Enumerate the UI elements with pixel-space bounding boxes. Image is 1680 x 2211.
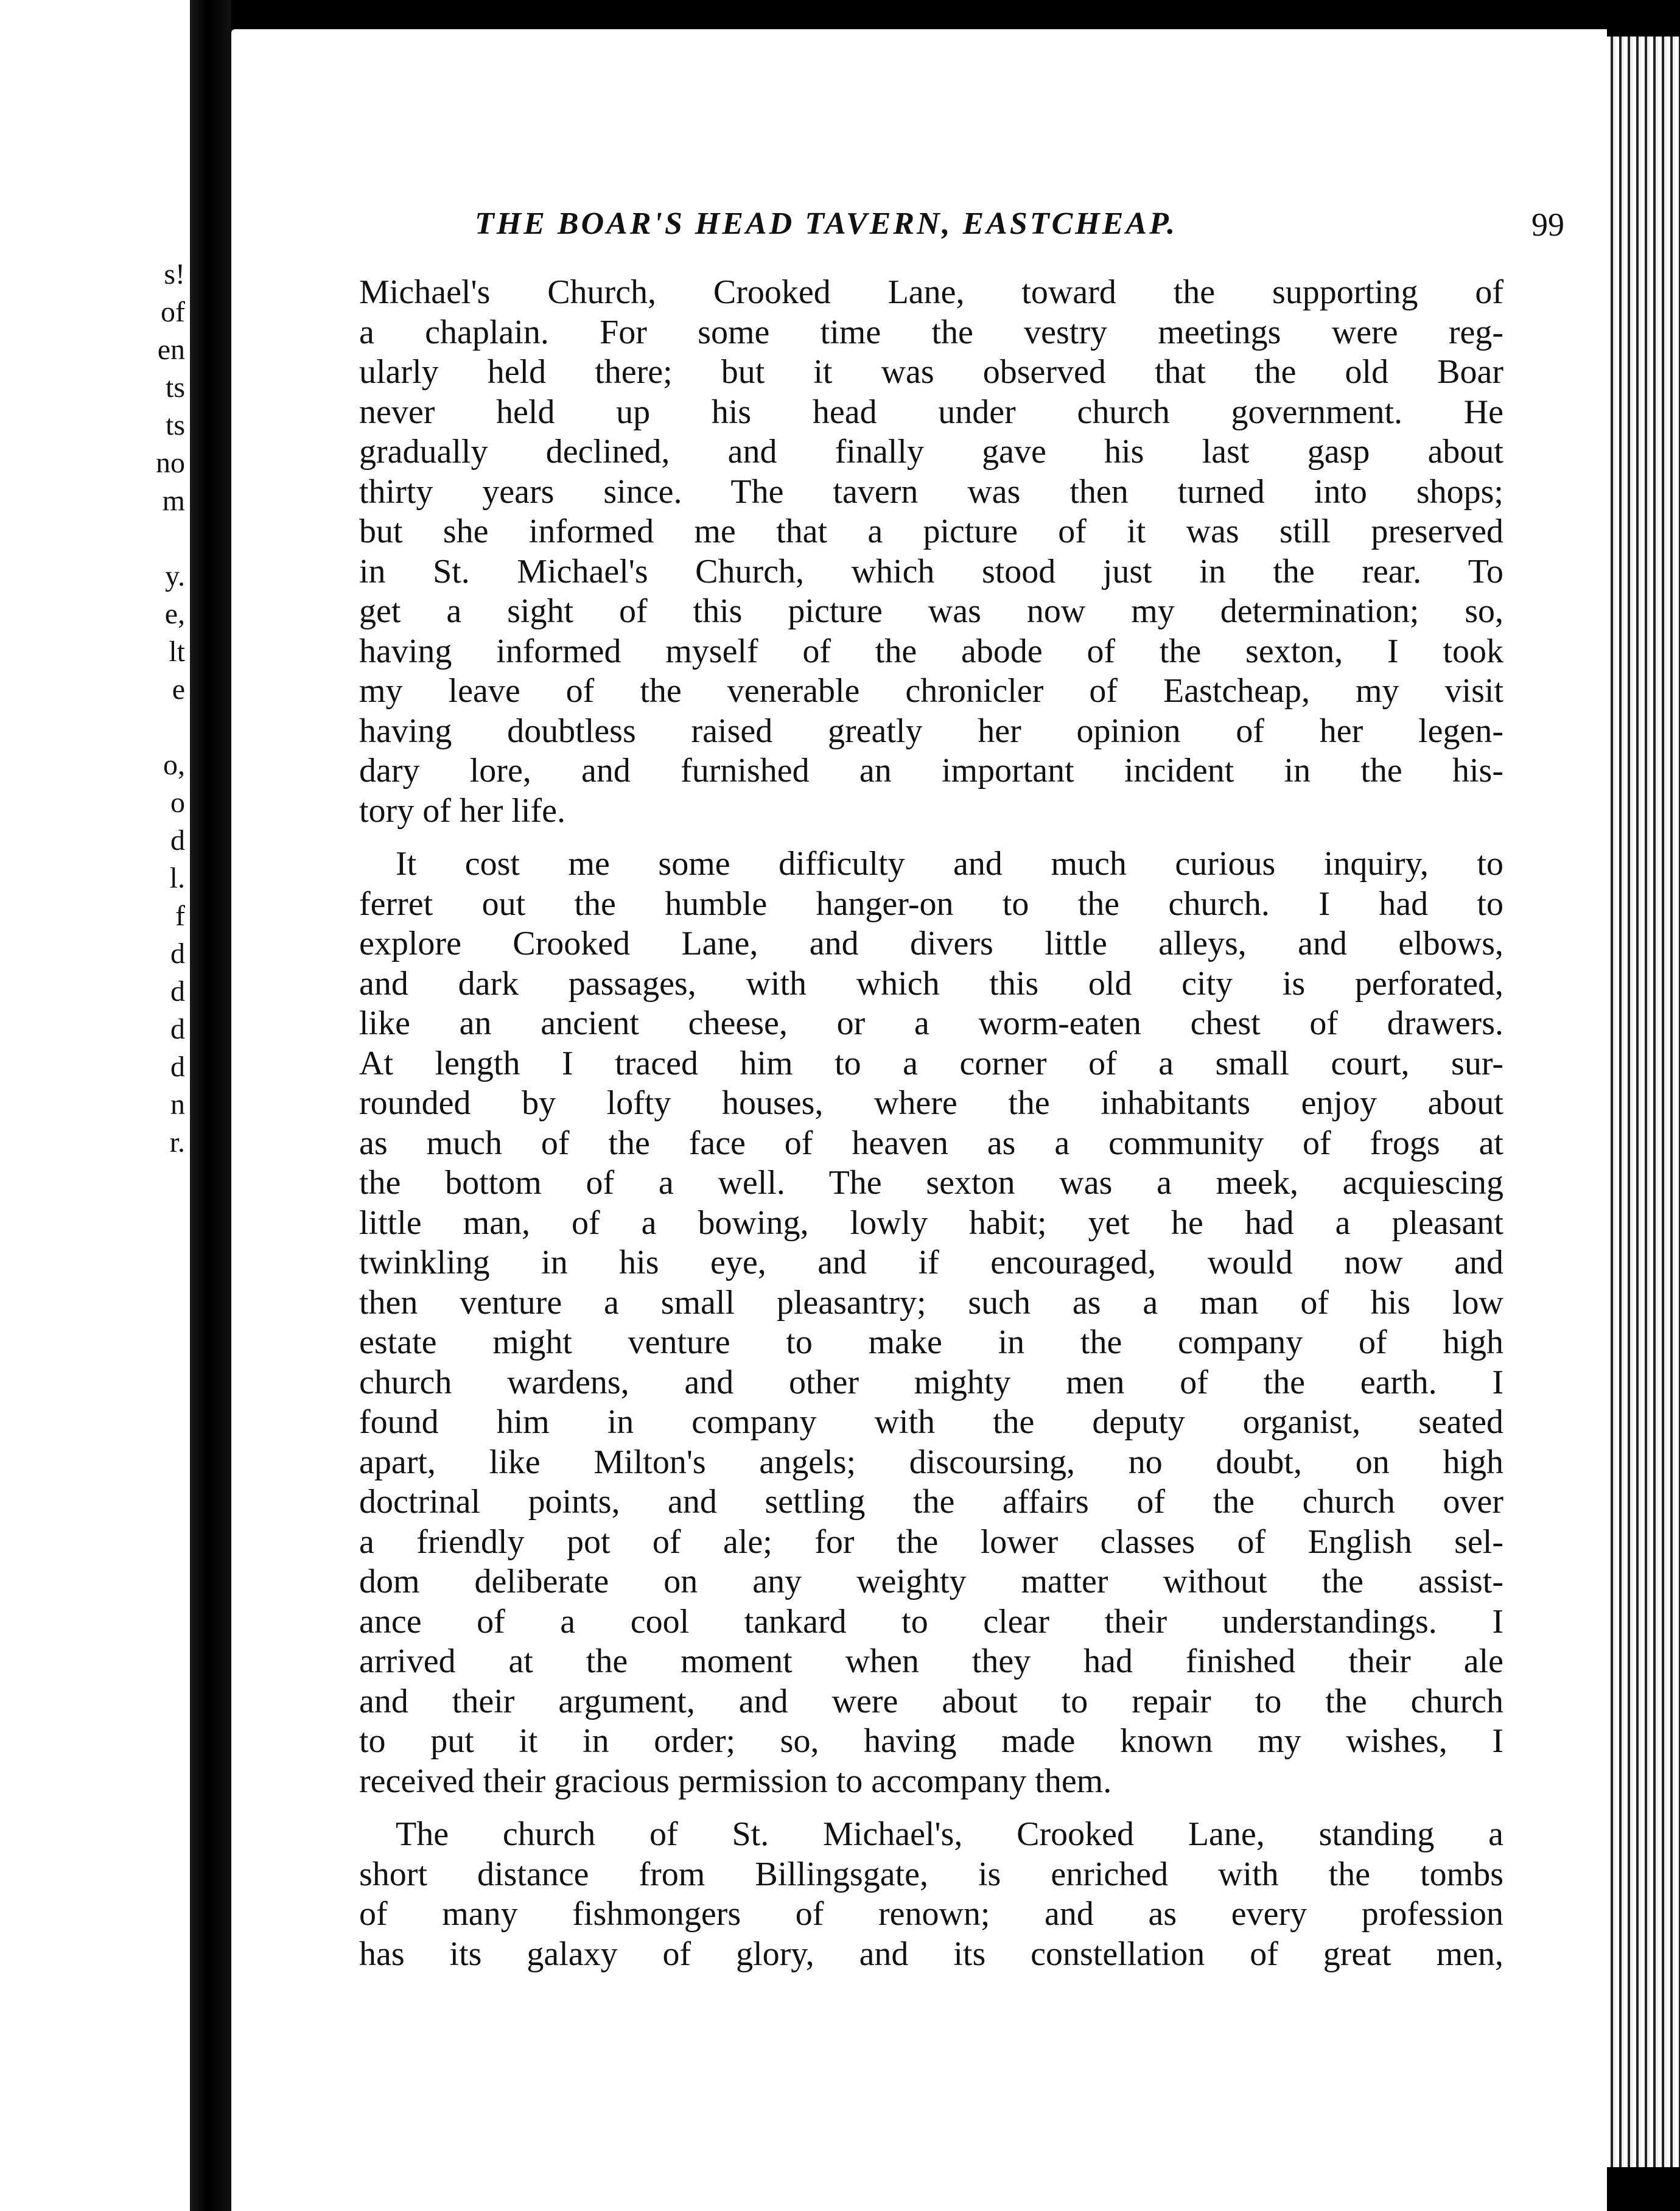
text-line: has its galaxy of glory, and its constellation of great men, <box>359 1935 1503 1973</box>
text-line: short distance from Billingsgate, is enriched with the tombs <box>359 1855 1503 1893</box>
text-line: rounded by lofty houses, where the inhabitants enjoy about <box>359 1084 1503 1122</box>
text-line: gradually declined, and finally gave his last gasp about <box>359 433 1503 471</box>
left-page-fragment: lt <box>169 636 185 668</box>
text-line: to put it in order; so, having made known my wishes, I <box>359 1722 1503 1760</box>
text-line: having doubtless raised greatly her opinion of her legen- <box>359 712 1503 750</box>
left-page-fragment: s! <box>164 258 185 290</box>
left-page-fragment: r. <box>169 1126 185 1158</box>
text-line: a chaplain. For some time the vestry meetings were reg- <box>359 313 1503 351</box>
text-line: never held up his head under church government. He <box>359 393 1503 431</box>
text-line: in St. Michael's Church, which stood just in the rear. To <box>359 552 1503 590</box>
text-line: The church of St. Michael's, Crooked Lane, standing a <box>396 1815 1503 1853</box>
left-page-fragment: d <box>170 1051 185 1083</box>
text-line: of many fishmongers of renown; and as every profession <box>359 1895 1503 1933</box>
running-head: THE BOAR'S HEAD TAVERN, EASTCHEAP. <box>475 206 1178 241</box>
text-line: a friendly pot of ale; for the lower classes of English sel- <box>359 1522 1503 1561</box>
left-facing-page <box>0 0 190 2211</box>
left-page-fragment: e <box>172 673 185 706</box>
text-line: explore Crooked Lane, and divers little alleys, and elbows, <box>359 925 1503 962</box>
left-page-fragment: of <box>161 296 185 328</box>
left-page-fragment: d <box>170 1013 185 1045</box>
paragraph <box>359 273 1503 831</box>
left-page-fragment: en <box>157 334 185 366</box>
page-edges <box>1607 37 1680 2167</box>
text-line: arrived at the moment when they had finished their ale <box>359 1642 1503 1680</box>
page-number: 99 <box>1531 206 1564 243</box>
text-line: like an ancient cheese, or a worm-eaten chest of drawers. <box>359 1004 1503 1042</box>
text-line: as much of the face of heaven as a community of frogs at <box>359 1124 1503 1162</box>
left-page-fragment: d <box>170 975 185 1007</box>
text-line: having informed myself of the abode of the sexton, I took <box>359 632 1503 670</box>
text-line: Michael's Church, Crooked Lane, toward the supporting of <box>359 273 1503 311</box>
text-line: estate might venture to make in the company of high <box>359 1323 1503 1361</box>
left-page-fragment <box>0 709 190 746</box>
text-line: dom deliberate on any weighty matter without the assist- <box>359 1563 1503 1600</box>
text-line: dary lore, and furnished an important incident in the his- <box>359 752 1503 790</box>
text-line: get a sight of this picture was now my determination; so, <box>359 592 1503 630</box>
text-line: the bottom of a well. The sexton was a meek, acquiescing <box>359 1164 1503 1202</box>
paragraph <box>359 844 1503 1801</box>
left-page-fragment: o, <box>163 749 185 781</box>
left-page-fragment: m <box>162 485 185 517</box>
left-page-fragment: ts <box>165 371 185 404</box>
text-line: ferret out the humble hanger-on to the church. I had to <box>359 885 1503 923</box>
left-page-fragment: n <box>170 1088 185 1121</box>
text-line: ularly held there; but it was observed that the old Boar <box>359 353 1503 391</box>
left-page-fragment: d <box>170 937 185 970</box>
left-page-fragment: f <box>175 900 185 932</box>
text-line: received their gracious permission to accompany them. <box>359 1762 1112 1800</box>
text-line: doctrinal points, and settling the affairs of the church over <box>359 1483 1503 1521</box>
left-page-fragment: l. <box>169 862 185 894</box>
left-page-fragment: y. <box>165 560 185 592</box>
left-page-fragment: no <box>156 447 185 479</box>
page-body-text <box>359 273 1503 1974</box>
book-gutter <box>190 0 231 2211</box>
text-line: my leave of the venerable chronicler of Eastcheap, my visit <box>359 672 1503 710</box>
left-page-fragment: e, <box>164 598 185 630</box>
book-page <box>231 29 1607 2211</box>
text-line: At length I traced him to a corner of a small court, sur- <box>359 1044 1503 1082</box>
text-line: thirty years since. The tavern was then turned into shops; <box>359 472 1503 511</box>
text-line: little man, of a bowing, lowly habit; yet he had a pleasant <box>359 1204 1503 1242</box>
left-page-fragment: o <box>170 787 185 819</box>
text-line: tory of her life. <box>359 791 565 830</box>
text-line: but she informed me that a picture of it was still preserved <box>359 513 1503 550</box>
left-page-fragment: ts <box>165 409 185 441</box>
text-line: church wardens, and other mighty men of the earth. I <box>359 1363 1503 1401</box>
text-line: apart, like Milton's angels; discoursing, no doubt, on high <box>359 1443 1503 1481</box>
left-page-fragment: d <box>170 824 185 857</box>
paragraph <box>359 1815 1503 1974</box>
text-line: ance of a cool tankard to clear their understandings. I <box>359 1602 1503 1641</box>
text-line: and dark passages, with which this old city is perforated, <box>359 964 1503 1003</box>
text-line: twinkling in his eye, and if encouraged, would now and <box>359 1244 1503 1281</box>
left-page-fragment <box>0 520 190 558</box>
text-line: and their argument, and were about to repair to the church <box>359 1682 1503 1720</box>
text-line: then venture a small pleasantry; such as a man of his low <box>359 1283 1503 1322</box>
text-line: found him in company with the deputy organist, seated <box>359 1403 1503 1441</box>
text-line: It cost me some difficulty and much curious inquiry, to <box>396 845 1503 883</box>
left-page-text-fragments <box>0 256 190 1162</box>
